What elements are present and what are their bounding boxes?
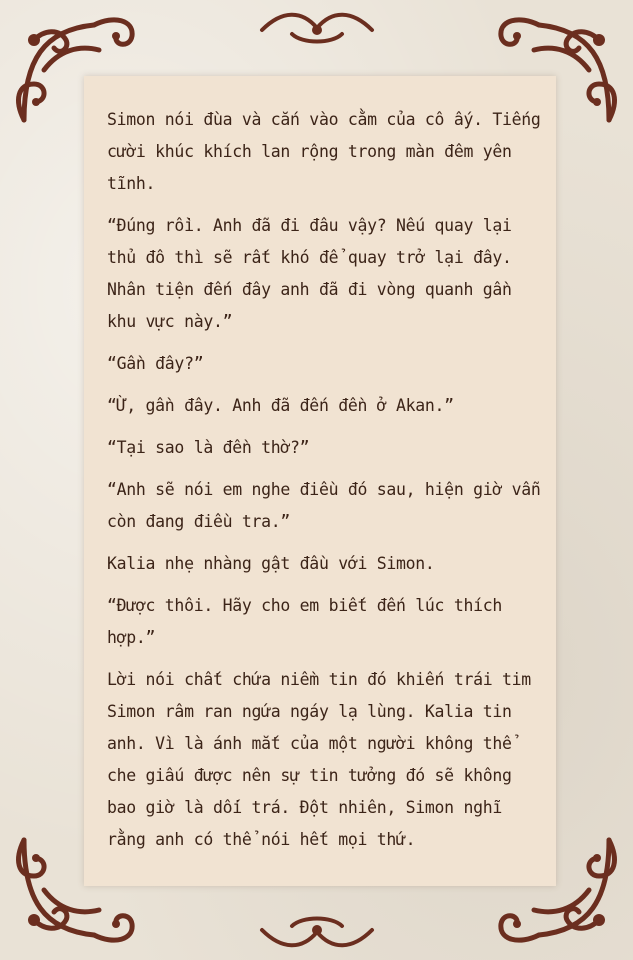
paragraph: “Ừ, gần đây. Anh đã đến đền ở Akan.” [107,396,454,415]
paragraph: Kalia nhẹ nhàng gật đầu với Simon. [107,554,435,573]
paragraph: Lời nói chất chứa niềm tin đó khiến trái tim Simon râm ran ngứa ngáy lạ lùng. Kalia tin anh. Vì là ánh mắt của một người không thể che giấu được nên sự tin tưởng đó sẽ không bao giờ là dối trá. Đột nhiên, Simon nghĩ rằng anh có thể nói hết mọi thứ. [107,670,531,849]
top-ornament-icon [252,0,382,50]
paragraph: Simon nói đùa và cắn vào cằm của cô ấy. Tiếng cười khúc khích lan rộng trong màn đêm yên tĩnh. [107,110,541,193]
story-text [107,104,547,866]
paragraph: “Đúng rồi. Anh đã đi đâu vậy? Nếu quay lại thủ đô thì sẽ rất khó để quay trở lại đây. Nhân tiện đến đây anh đã đi vòng quanh gần khu vực này.” [107,216,512,331]
bottom-ornament-icon [252,910,382,960]
paragraph: “Tại sao là đền thờ?” [107,438,310,457]
paragraph: “Được thôi. Hãy cho em biết đến lúc thích hợp.” [107,596,502,647]
paragraph: “Anh sẽ nói em nghe điều đó sau, hiện giờ vẫn còn đang điều tra.” [107,480,541,531]
paragraph: “Gần đây?” [107,354,204,373]
